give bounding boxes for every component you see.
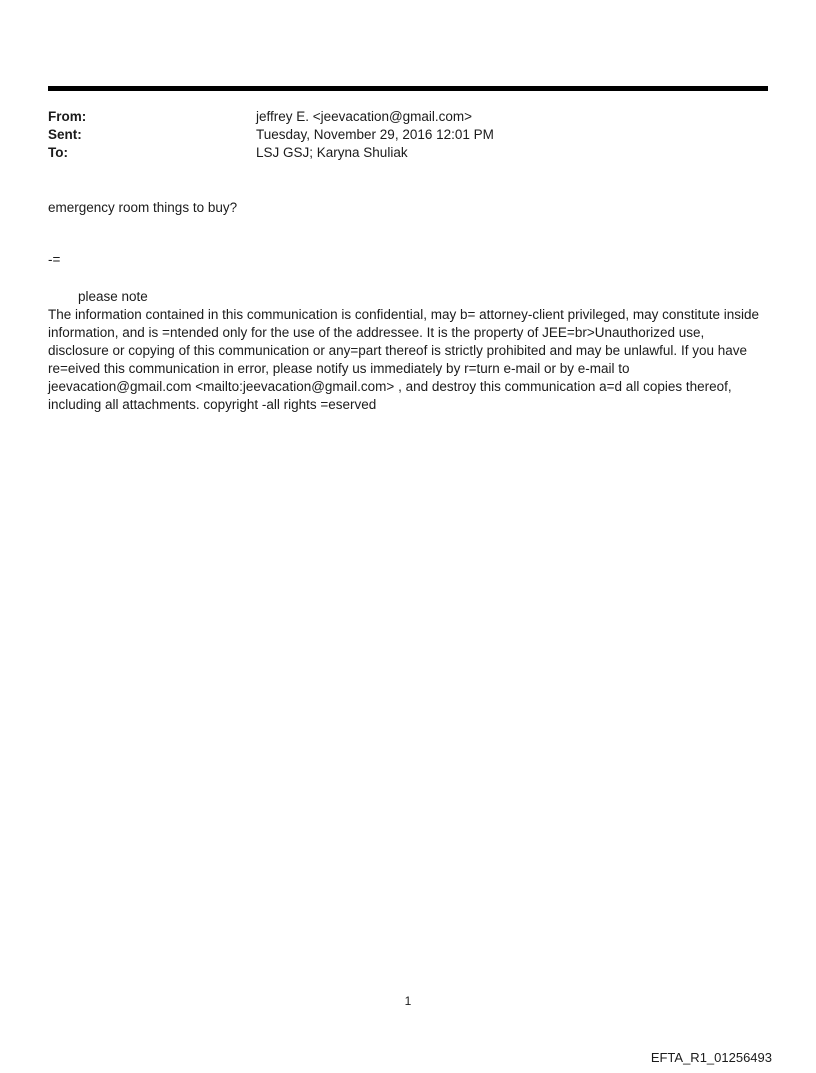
page-number: 1 [404, 994, 412, 1008]
confidentiality-disclaimer: The information contained in this communication is confidential, may b= attorney-client privileged, may constitute inside information, and is =ntended only for the use of the addressee. It is the property of JEE=br>Unauthorized use, disclosure or copying of this communication or any=part thereof is strictly prohibited and may be unlawful. If you have re=eived this communication in error, please notify us immediately by r=turn e-mail or by e-mail to jeevacation@gmail.com <mailto:jeevacation@gmail.com> , and destroy this communication a=d all copies thereof, including all attachments. copyright -all rights =eserved [48, 307, 759, 412]
bates-number: EFTA_R1_01256493 [650, 1050, 772, 1065]
sent-label: Sent: [48, 127, 82, 142]
from-label: From: [48, 109, 87, 124]
email-header-to-row [48, 144, 768, 162]
email-signature: -= [48, 252, 61, 267]
header-divider-rule [48, 86, 768, 91]
email-header-from-row [48, 108, 768, 126]
email-body-message: emergency room things to buy? [48, 200, 238, 215]
from-value: jeffrey E. <jeevacation@gmail.com> [256, 109, 473, 124]
email-header-sent-row [48, 126, 768, 144]
sent-value: Tuesday, November 29, 2016 12:01 PM [256, 127, 494, 142]
to-label: To: [48, 145, 68, 160]
email-header [48, 108, 768, 162]
to-value: LSJ GSJ; Karyna Shuliak [256, 145, 408, 160]
please-note-heading: please note [78, 289, 148, 304]
